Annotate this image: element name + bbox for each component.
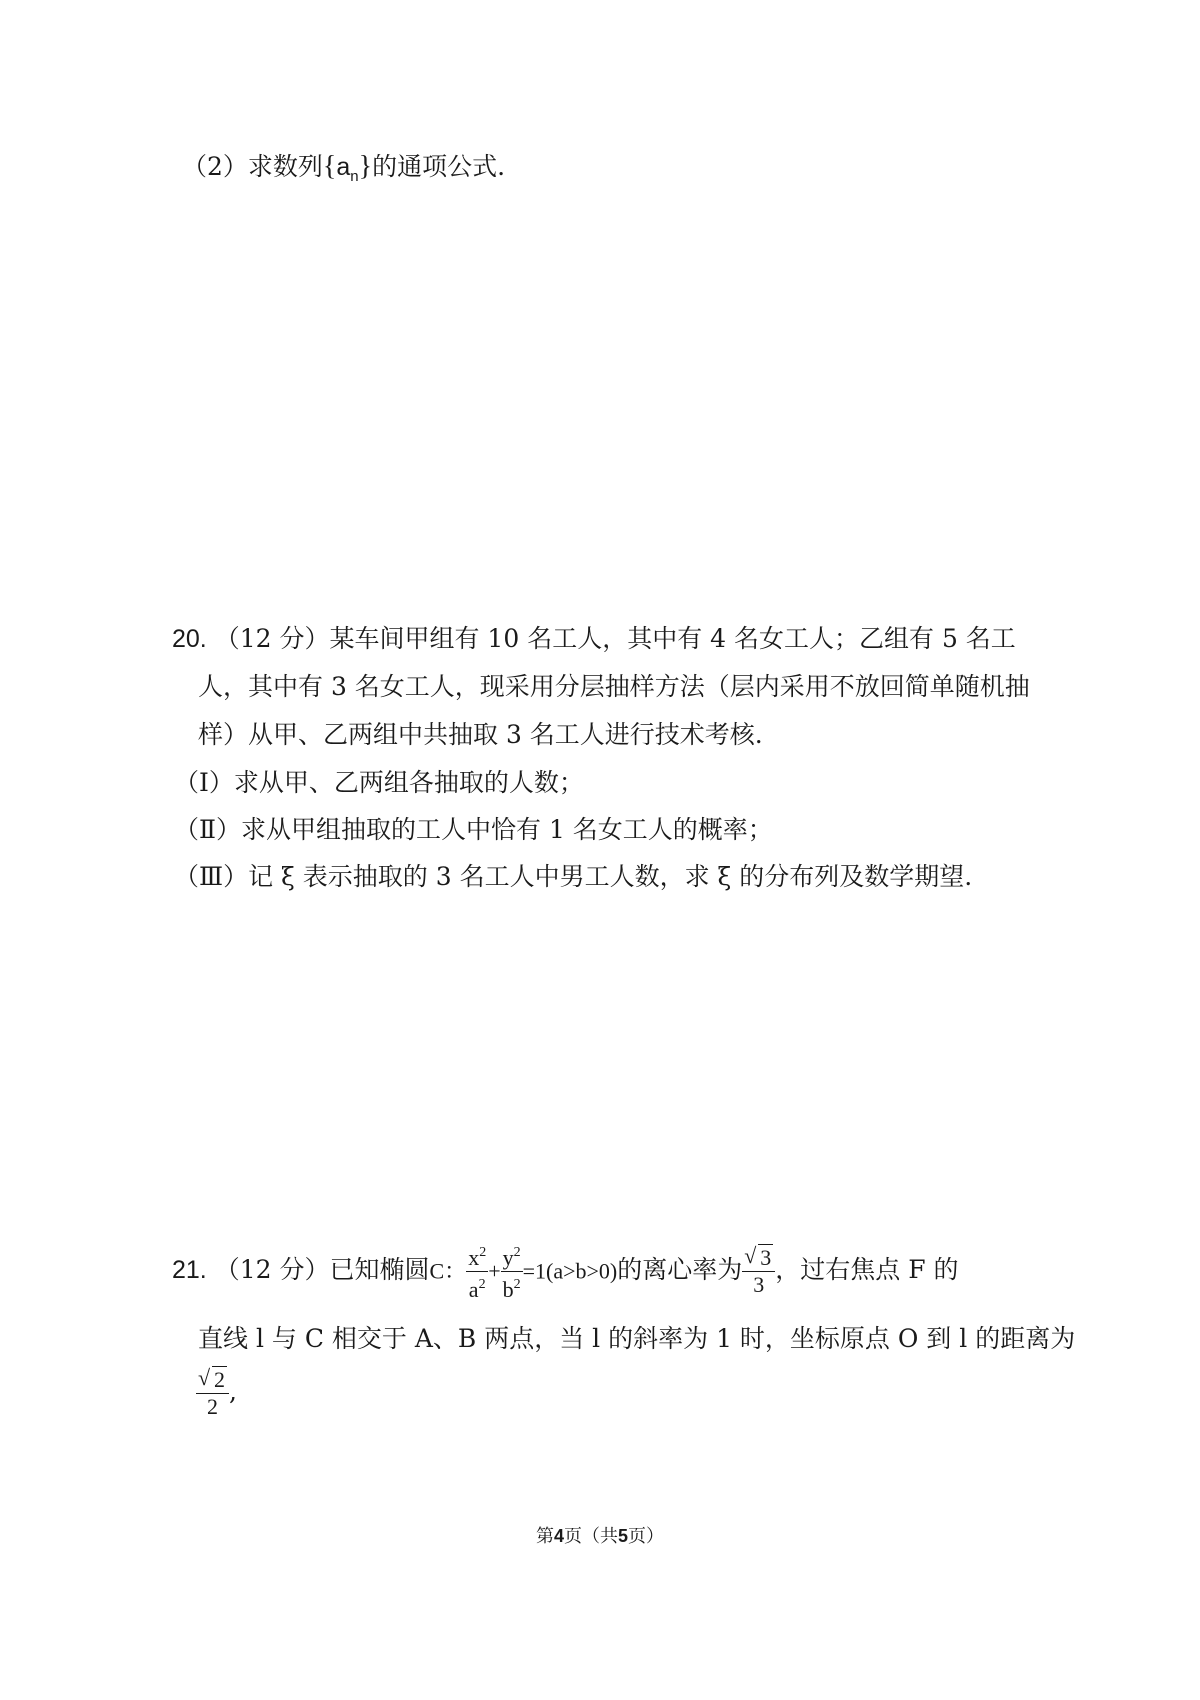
q20-part1: （Ⅰ）求从甲、乙两组各抽取的人数； — [174, 768, 584, 797]
ellipse-label: C： — [429, 1258, 467, 1284]
eccentricity-fraction: √ 3 3 — [742, 1245, 775, 1298]
q20-part3: （Ⅲ）记 ξ 表示抽取的 3 名工人中男工人数，求 ξ 的分布列及数学期望. — [174, 862, 973, 891]
q21-number: 21. — [172, 1256, 207, 1284]
q20-line2: 人，其中有 3 名女工人，现采用分层抽样方法（层内采用不放回简单随机抽 — [198, 672, 1030, 701]
page-number: 4 — [553, 1526, 564, 1546]
distance-fraction: √ 2 2 — [196, 1367, 229, 1420]
q21-score: （12 分） — [214, 1255, 330, 1284]
fraction-x-over-a: $\frac{x^2}{a^2}$ — [466, 1240, 488, 1303]
ellipse-equation-rhs: =1(a>b>0) — [522, 1258, 618, 1284]
q20-line1: 20. （12 分）某车间甲组有 10 名工人，其中有 4 名女工人；乙组有 5 名工 — [172, 624, 1016, 653]
q21-line1: 21. （12 分）已知椭圆C： $\frac{x^2}{a^2}$ + $\frac{y^2}{b^2}$ =1(a>b>0)的离心率为 √ 3 3 ，过右焦点 F 的 — [172, 1240, 959, 1303]
page-footer: 第4页（共5页） — [535, 1526, 665, 1547]
q20-number: 20. — [172, 625, 207, 653]
q20-score: （12 分） — [214, 624, 330, 653]
q20-part2: （Ⅱ）求从甲组抽取的工人中恰有 1 名女工人的概率； — [174, 815, 773, 844]
q19-part2: （2）求数列$\{a_n\}$的通项公式. — [182, 151, 506, 185]
fraction-y-over-b: $\frac{y^2}{b^2}$ — [501, 1240, 523, 1303]
q20-line3: 样）从甲、乙两组中共抽取 3 名工人进行技术考核. — [198, 720, 763, 749]
q21-line3: √ 2 2 , — [198, 1365, 237, 1419]
page-total: 5 — [618, 1526, 629, 1546]
q21-line2: 直线 l 与 C 相交于 A、B 两点，当 l 的斜率为 1 时，坐标原点 O 到 l 的距离为 — [198, 1324, 1076, 1353]
